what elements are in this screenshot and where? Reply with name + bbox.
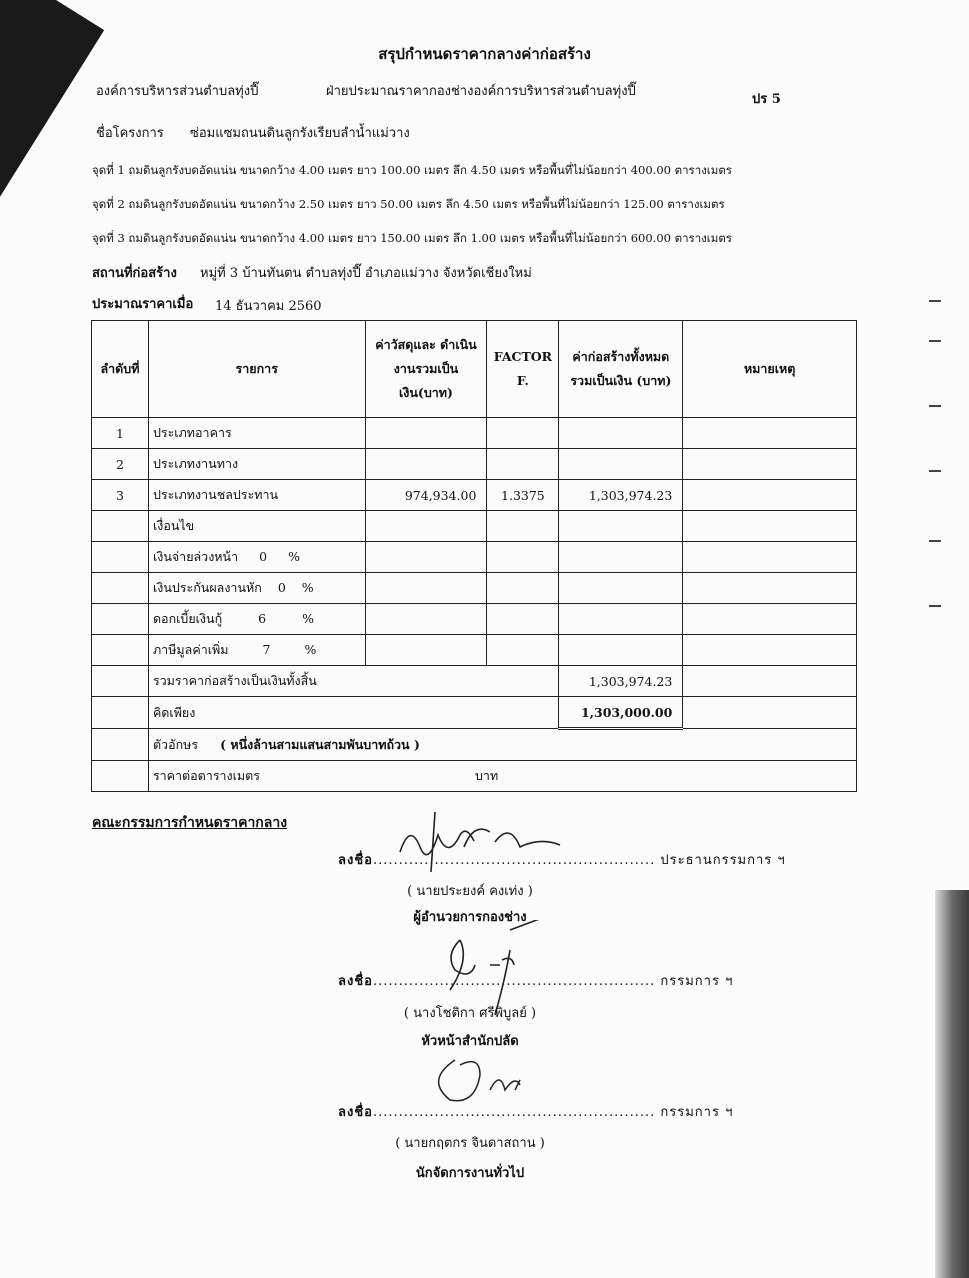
- table-row: [92, 449, 857, 480]
- estimate-date-label: ประมาณราคาเมื่อ: [92, 297, 194, 312]
- advance-unit: %: [288, 549, 301, 564]
- conditions-label: เงื่อนไข: [148, 511, 365, 542]
- project-name: ซ่อมแซมถนนดินลูกรังเรียบลำน้ำแม่วาง: [190, 126, 410, 141]
- interest-row: [92, 604, 857, 635]
- guarantee-value: 0: [277, 580, 286, 595]
- sum-label: รวมราคาก่อสร้างเป็นเงินทั้งสิ้น: [148, 666, 558, 697]
- advance-value: 0: [259, 549, 268, 564]
- row-total: [559, 449, 683, 480]
- document-title: สรุปกำหนดราคากลางค่าก่อสร้าง: [378, 45, 591, 63]
- signatory-position-3: นักจัดการงานทั่วไป: [415, 1166, 525, 1181]
- committee-title: คณะกรรมการกำหนดราคากลาง: [92, 815, 288, 831]
- point-2: จุดที่ 2 ถมดินลูกรังบดอัดแน่น ขนาดกว้าง 2.50 เมตร ยาว 50.00 เมตร ลึก 4.50 เมตร หรือพื้นที่ไม่น้อยกว่า 125.00 ตารางเมตร: [92, 197, 725, 211]
- per-sqm-unit: บาท: [475, 768, 499, 783]
- signatory-role: ประธานกรรมการ ฯ: [660, 853, 786, 868]
- interest-value: 6: [258, 611, 267, 626]
- scan-mark: [929, 300, 941, 302]
- table-header-row: [92, 321, 857, 418]
- signature-line-3: ลงชื่อ....................................................... กรรมการ ฯ: [338, 1105, 734, 1120]
- row-cost: [365, 449, 487, 480]
- guarantee-row: [92, 573, 857, 604]
- department: ฝ่ายประมาณราคากองช่างองค์การบริหารส่วนตำบลทุ่งปี๊: [326, 84, 636, 99]
- advance-row: [92, 542, 857, 573]
- final-row: [92, 697, 857, 729]
- interest-cell: [148, 604, 365, 635]
- signatory-name-1: ( นายประยงค์ คงเท่ง ): [407, 884, 533, 899]
- scan-mark: [929, 340, 941, 342]
- handwritten-signature-3: [420, 1050, 550, 1110]
- signatory-position-1: ผู้อำนวยการกองช่าง: [413, 910, 527, 925]
- header-cost: ค่าวัสดุและ ดำเนินงานรวมเป็น เงิน(บาท): [365, 321, 487, 418]
- row-factor: [487, 449, 559, 480]
- handwritten-signature-1: [390, 812, 570, 872]
- interest-label: ดอกเบี้ยเงินกู้: [152, 611, 223, 626]
- guarantee-cell: [148, 573, 365, 604]
- per-sqm-row: [92, 761, 857, 792]
- scan-mark: [929, 540, 941, 542]
- signatory-name-3: ( นายกฤตกร จินดาสถาน ): [395, 1136, 545, 1151]
- header-factor: FACTOR F.: [487, 321, 559, 418]
- header-total: ค่าก่อสร้างทั้งหมด รวมเป็นเงิน (บาท): [559, 321, 683, 418]
- per-sqm-label: ราคาต่อตารางเมตร: [152, 768, 260, 783]
- estimate-date: 14 ธันวาคม 2560: [215, 299, 322, 314]
- interest-unit: %: [302, 611, 315, 626]
- row-seq: 3: [92, 480, 149, 511]
- signature-line-1: ลงชื่อ....................................................... ประธานกรรมการ ฯ: [338, 853, 786, 868]
- sign-label: ลงชื่อ: [338, 1105, 373, 1120]
- signature-line-2: ลงชื่อ....................................................... กรรมการ ฯ: [338, 974, 734, 989]
- vat-row: [92, 635, 857, 666]
- location: หมู่ที่ 3 บ้านทันตน ตำบลทุ่งปี๊ อำเภอแม่วาง จังหวัดเชียงใหม่: [200, 266, 532, 281]
- final-value: 1,303,000.00: [559, 697, 683, 729]
- advance-cell: [148, 542, 365, 573]
- row-seq: 2: [92, 449, 149, 480]
- advance-label: เงินจ่ายล่วงหน้า: [152, 549, 239, 564]
- point-1: จุดที่ 1 ถมดินลูกรังบดอัดแน่น ขนาดกว้าง 4.00 เมตร ยาว 100.00 เมตร ลึก 4.50 เมตร หรือพื้นที่ไม่น้อยกว่า 400.00 ตารางเมตร: [92, 163, 732, 177]
- sum-row: [92, 666, 857, 697]
- words-cell: [148, 729, 856, 761]
- signatory-name-2: ( นางโชติกา ศรีพิบูลย์ ): [403, 1006, 537, 1021]
- header-item: รายการ: [148, 321, 365, 418]
- row-seq: 1: [92, 418, 149, 449]
- vat-label: ภาษีมูลค่าเพิ่ม: [152, 642, 229, 657]
- organization: องค์การบริหารส่วนตำบลทุ่งปี๊: [96, 84, 259, 99]
- row-total: [559, 418, 683, 449]
- signatory-role: กรรมการ ฯ: [660, 1105, 734, 1120]
- vat-value: 7: [262, 642, 271, 657]
- scan-mark: [929, 470, 941, 472]
- row-cost: 974,934.00: [365, 480, 487, 511]
- row-remark: [683, 480, 857, 511]
- words-value: ( หนึ่งล้านสามแสนสามพันบาทถ้วน ): [220, 737, 420, 752]
- row-item: ประเภทอาคาร: [148, 418, 365, 449]
- words-row: [92, 729, 857, 761]
- signatory-role: กรรมการ ฯ: [660, 974, 734, 989]
- row-cost: [365, 418, 487, 449]
- row-factor: 1.3375: [487, 480, 559, 511]
- location-label: สถานที่ก่อสร้าง: [92, 266, 177, 281]
- sign-label: ลงชื่อ: [338, 853, 373, 868]
- sum-value: 1,303,974.23: [559, 666, 683, 697]
- words-label: ตัวอักษร: [152, 737, 199, 752]
- vat-cell: [148, 635, 365, 666]
- cost-summary-table: [91, 320, 857, 792]
- scan-mark: [929, 405, 941, 407]
- scan-mark: [929, 605, 941, 607]
- per-sqm-cell: [148, 761, 856, 792]
- guarantee-unit: %: [301, 580, 314, 595]
- row-item: ประเภทงานชลประทาน: [148, 480, 365, 511]
- vat-unit: %: [304, 642, 317, 657]
- point-3: จุดที่ 3 ถมดินลูกรังบดอัดแน่น ขนาดกว้าง 4.00 เมตร ยาว 150.00 เมตร ลึก 1.00 เมตร หรือพื้นที่ไม่น้อยกว่า 600.00 ตารางเมตร: [92, 231, 732, 245]
- signatory-position-2: หัวหน้าสำนักปลัด: [421, 1034, 519, 1049]
- header-remark: หมายเหตุ: [683, 321, 857, 418]
- guarantee-label: เงินประกันผลงานหัก: [152, 580, 262, 595]
- conditions-row: [92, 511, 857, 542]
- form-code: ปร 5: [752, 92, 781, 107]
- row-factor: [487, 418, 559, 449]
- row-item: ประเภทงานทาง: [148, 449, 365, 480]
- table-row: [92, 418, 857, 449]
- sign-label: ลงชื่อ: [338, 974, 373, 989]
- scan-edge: [935, 890, 969, 1278]
- row-remark: [683, 449, 857, 480]
- scan-shadow-corner: [0, 0, 104, 225]
- table-row: [92, 480, 857, 511]
- row-remark: [683, 418, 857, 449]
- project-label: ชื่อโครงการ: [96, 126, 164, 141]
- row-total: 1,303,974.23: [559, 480, 683, 511]
- header-seq: ลำดับที่: [92, 321, 149, 418]
- final-label: คิดเพียง: [148, 697, 558, 729]
